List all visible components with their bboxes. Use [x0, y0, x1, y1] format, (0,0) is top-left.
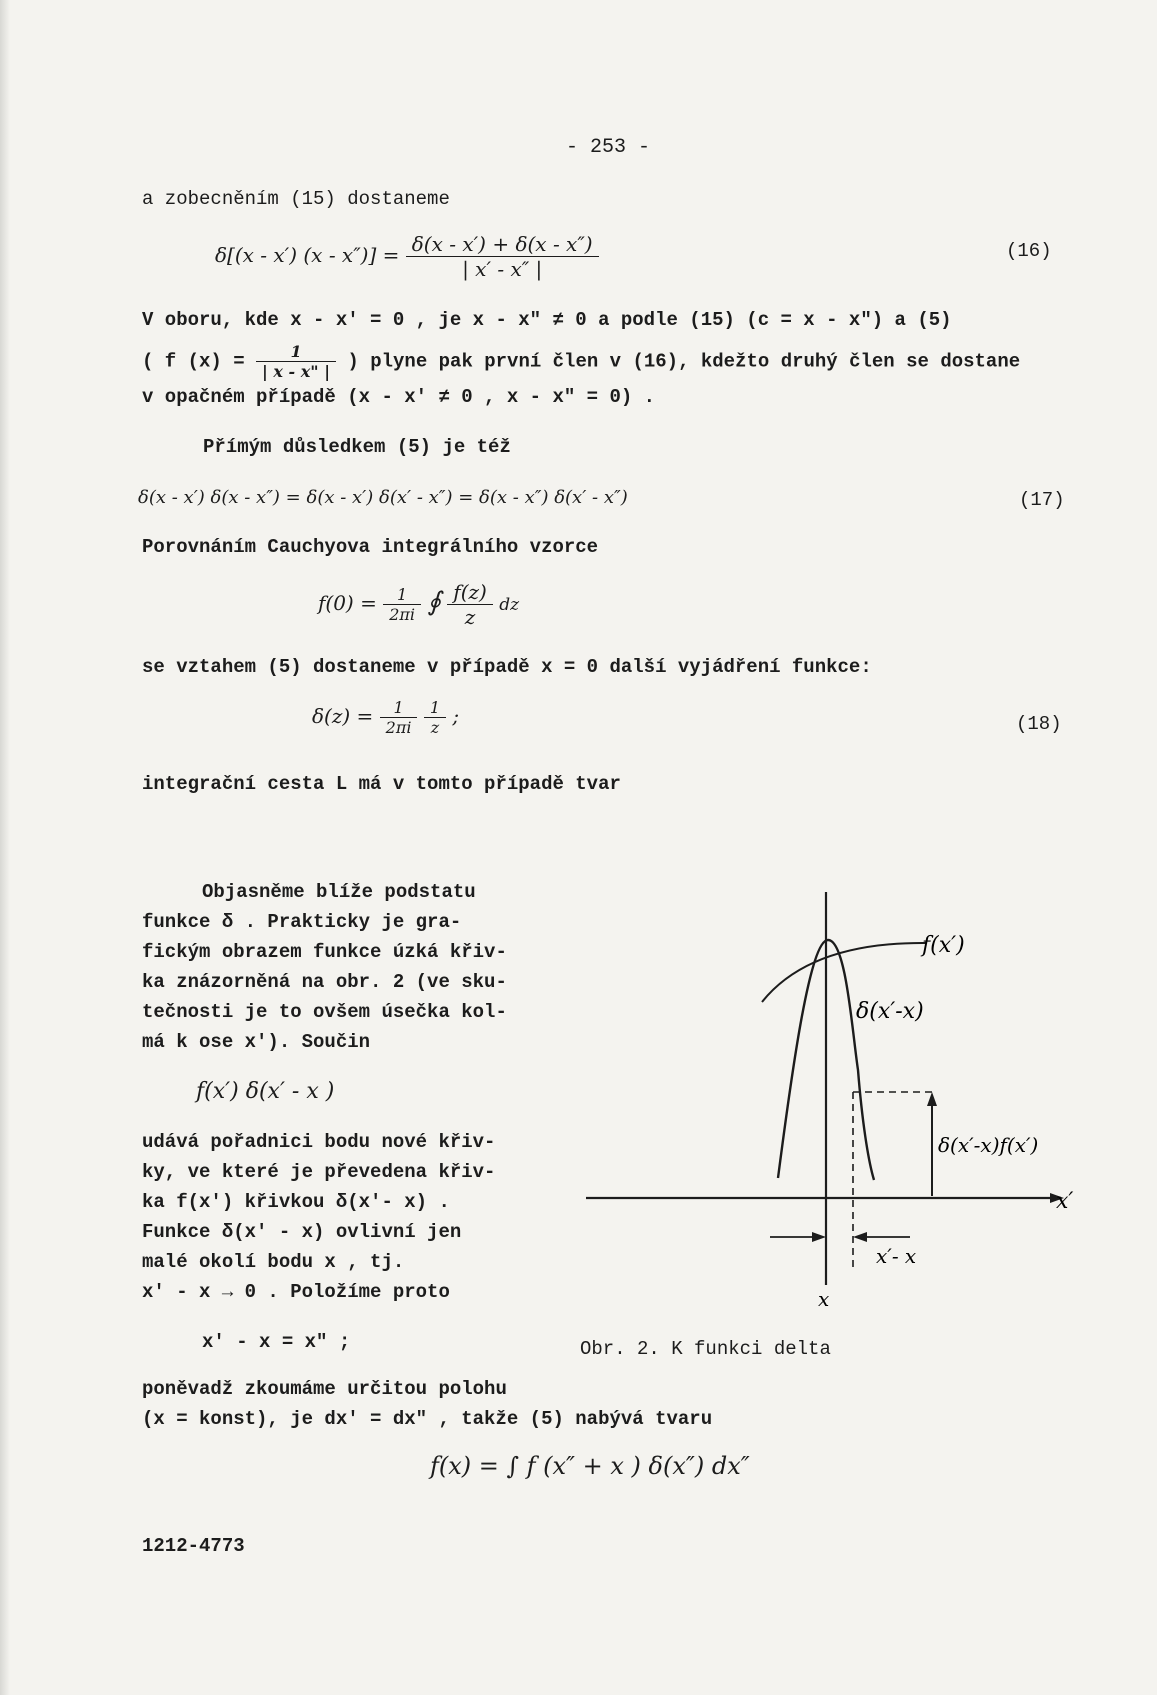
equation-18: [312, 698, 459, 737]
eq16-label: (16): [1006, 240, 1052, 262]
left-col2-line-3: ka f(x′) křivkou δ(x′- x) .: [142, 1191, 450, 1213]
figure-2-delta-function: [570, 880, 1100, 1310]
eq18-fraction-2: [424, 698, 446, 737]
diff-arrow-right-head: [853, 1232, 867, 1242]
eq16-lhs: δ[(x - x′) (x - x″)] =: [215, 243, 400, 267]
text-line-9: poněvadž zkoumáme určitou polohu: [142, 1378, 507, 1400]
cauchy-integrand-denominator: z: [464, 605, 476, 629]
figure-caption: Obr. 2. K funkci delta: [580, 1338, 831, 1360]
cauchy-fraction: [383, 585, 421, 624]
text-line-8: integrační cesta L má v tomto případě tvar: [142, 773, 621, 795]
cauchy-numerator: 1: [383, 585, 421, 605]
product-arrowhead: [927, 1092, 937, 1106]
product-expression: f(x′) δ(x′ - x ): [196, 1079, 335, 1104]
page-number: - 253 -: [566, 136, 651, 159]
cauchy-lhs: f(0) =: [318, 591, 377, 615]
cauchy-formula: [318, 580, 519, 629]
contour-integral-symbol: ∮: [427, 587, 441, 617]
left-col-line-1: Objasněme blíže podstatu: [202, 881, 476, 903]
left-col-line-5: tečnosti je to ovšem úsečka kol-: [142, 1001, 507, 1023]
left-col-line-4: ka znázorněná na obr. 2 (ve sku-: [142, 971, 507, 993]
substitution-line: x′ - x = x" ;: [202, 1331, 351, 1353]
left-col-line-2: funkce δ . Prakticky je gra-: [142, 911, 462, 933]
left-col-line-6: má k ose x′). Součin: [142, 1031, 371, 1053]
text-line-2: V oboru, kde x - x′ = 0 , je x - x" ≠ 0 a podle (15) (c = x - x") a (5): [142, 309, 952, 331]
label-product: δ(x′-x)f(x′): [938, 1133, 1039, 1157]
text-line-6: Porovnáním Cauchyova integrálního vzorce: [142, 536, 599, 558]
eq18-fraction-1: [380, 698, 418, 737]
equation-16: [215, 232, 599, 281]
eq16-numerator: δ(x - x′) + δ(x - x″): [406, 232, 599, 257]
equation-17: δ(x - x′) δ(x - x″) = δ(x - x′) δ(x′ - x″) = δ(x - x″) δ(x′ - x″): [138, 487, 628, 508]
eq18-denominator-1: 2πi: [385, 718, 412, 737]
line3-denominator: | x - x" |: [262, 362, 331, 381]
text-line-10: (x = konst), je dx′ = dx" , takže (5) nabývá tvaru: [142, 1408, 713, 1430]
left-col-line-3: fickým obrazem funkce úzká křiv-: [142, 941, 507, 963]
left-col2-line-1: udává pořadnici bodu nové křiv-: [142, 1131, 496, 1153]
eq18-numerator-1: 1: [380, 698, 418, 718]
eq18-lhs: δ(z) =: [312, 704, 374, 728]
line3-numerator: 1: [256, 342, 336, 362]
left-col2-line-2: ky, ve které je převedena křiv-: [142, 1161, 496, 1183]
footer-code: 1212-4773: [142, 1535, 245, 1557]
left-col2-line-5: malé okolí bodu x , tj.: [142, 1251, 405, 1273]
eq18-label: (18): [1016, 713, 1062, 735]
label-f-of-x-prime: f(x′): [922, 933, 965, 958]
eq18-semicolon: ;: [452, 704, 460, 728]
diff-arrow-left-head: [812, 1232, 826, 1242]
cauchy-integrand-numerator: f(z): [447, 580, 493, 605]
eq18-numerator-2: 1: [424, 698, 446, 718]
left-col2-line-4: Funkce δ(x′ - x) ovlivní jen: [142, 1221, 462, 1243]
label-difference: x′- x: [876, 1244, 917, 1268]
label-delta: δ(x′-x): [856, 999, 924, 1024]
cauchy-integrand: [447, 580, 493, 629]
eq18-denominator-2: z: [430, 718, 440, 737]
text-line-3: [142, 342, 1020, 381]
line3-fraction: [256, 342, 336, 381]
line3-start: ( f (x) =: [142, 350, 245, 373]
final-equation: f(x) = ∫ f (x″ + x ) δ(x″) dx″: [430, 1452, 750, 1480]
text-line-4: v opačném případě (x - x′ ≠ 0 , x - x" = 0) .: [142, 386, 656, 408]
eq17-label: (17): [1019, 489, 1065, 511]
text-line-1: a zobecněním (15) dostaneme: [142, 188, 450, 210]
eq16-fraction: [406, 232, 599, 281]
left-col2-line-6: x′ - x → 0 . Položíme proto: [142, 1281, 450, 1303]
cauchy-denominator: 2πi: [389, 605, 416, 624]
scan-edge-shadow: [0, 0, 10, 1695]
label-x: x: [818, 1287, 830, 1310]
cauchy-differential: dz: [499, 595, 520, 615]
line3-end: ) plyne pak první člen v (16), kdežto druhý člen se dostane: [347, 350, 1021, 373]
eq16-denominator: | x′ - x″ |: [462, 257, 543, 281]
text-line-7: se vztahem (5) dostaneme v případě x = 0 další vyjádření funkce:: [142, 656, 872, 678]
label-axis-x-prime: x′: [1056, 1189, 1074, 1214]
text-line-5: Přímým důsledkem (5) je též: [203, 436, 511, 458]
